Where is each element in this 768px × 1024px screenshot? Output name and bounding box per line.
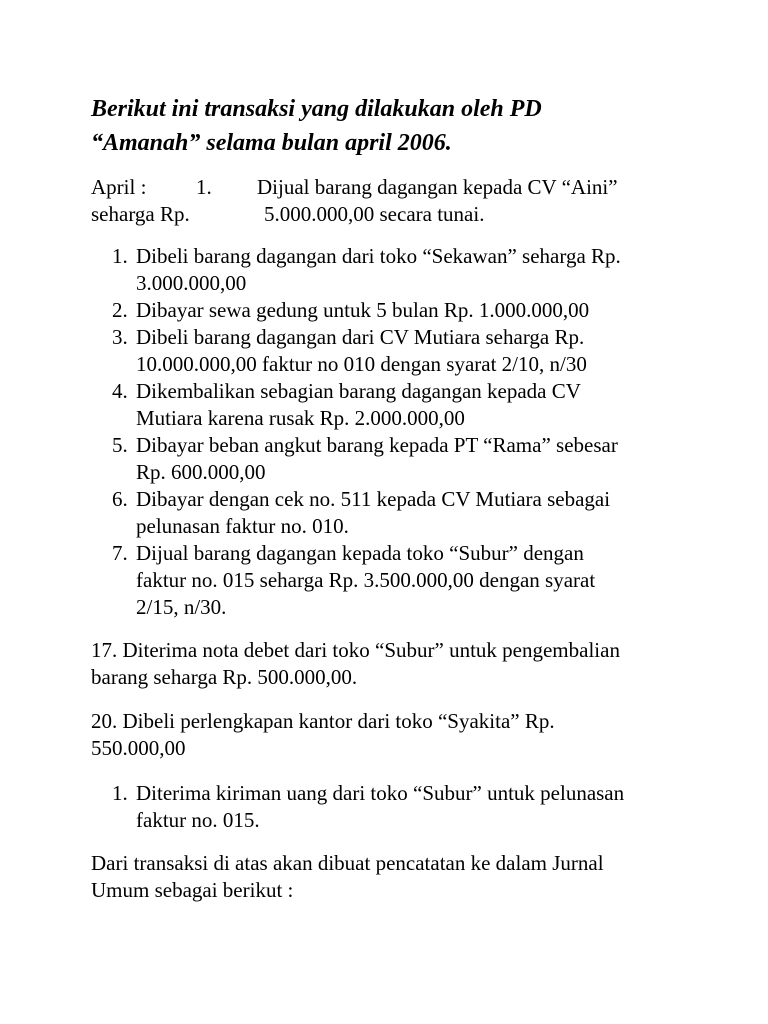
list-item-number: 4.	[112, 379, 128, 403]
list-item-text-line: Dibayar dengan cek no. 511 kepada CV Mutiara sebagai	[136, 487, 611, 511]
document-title	[91, 92, 731, 160]
intro-text-line-2a: seharga Rp.	[91, 202, 190, 226]
list-item	[0, 243, 696, 297]
title-line-2: “Amanah” selama bulan april 2006.	[91, 130, 452, 156]
list-item-number: 1.	[112, 244, 128, 268]
paragraph-17	[91, 637, 731, 691]
transaction-list-1	[0, 243, 768, 621]
list-item-text-line: faktur no. 015 seharga Rp. 3.500.000,00 dengan syarat	[136, 568, 596, 592]
transaction-list-2	[0, 780, 768, 834]
intro-paragraph	[91, 174, 731, 228]
closing-line-2: Umum sebagai berikut :	[91, 878, 294, 902]
list-item-number: 6.	[112, 487, 128, 511]
closing-paragraph	[91, 850, 731, 904]
list-item-text-line: Diterima kiriman uang dari toko “Subur” untuk pelunasan	[136, 781, 625, 805]
list-item	[0, 297, 696, 324]
list-item-text-line: Dibeli barang dagangan dari CV Mutiara seharga Rp.	[136, 325, 585, 349]
list-item-text-line: faktur no. 015.	[136, 808, 260, 832]
paragraph-20-line-1: 20. Dibeli perlengkapan kantor dari toko “Syakita” Rp.	[91, 709, 555, 733]
list-item-number: 7.	[112, 541, 128, 565]
list-item	[0, 324, 696, 378]
paragraph-17-line-1: 17. Diterima nota debet dari toko “Subur” untuk pengembalian	[91, 638, 620, 662]
list-item	[0, 378, 696, 432]
list-item-text-line: Rp. 600.000,00	[136, 460, 266, 484]
list-item	[0, 432, 696, 486]
list-item	[0, 540, 696, 621]
list-item-number: 3.	[112, 325, 128, 349]
list-item	[0, 780, 696, 834]
list-item-text-line: Dibeli barang dagangan dari toko “Sekawan” seharga Rp.	[136, 244, 621, 268]
paragraph-20	[91, 708, 731, 762]
intro-month-label: April :	[91, 175, 147, 199]
list-item-number: 1.	[112, 781, 128, 805]
list-item-text-line: Dibayar beban angkut barang kepada PT “Rama” sebesar	[136, 433, 618, 457]
list-item-number: 5.	[112, 433, 128, 457]
list-item-text-line: 3.000.000,00	[136, 271, 247, 295]
list-item-text-line: Dikembalikan sebagian barang dagangan kepada CV	[136, 379, 581, 403]
list-item-text-line: 10.000.000,00 faktur no 010 dengan syarat 2/10, n/30	[136, 352, 587, 376]
list-item-text-line: Dijual barang dagangan kepada toko “Subur” dengan	[136, 541, 584, 565]
paragraph-17-line-2: barang seharga Rp. 500.000,00.	[91, 665, 358, 689]
paragraph-20-line-2: 550.000,00	[91, 736, 186, 760]
closing-line-1: Dari transaksi di atas akan dibuat pencatatan ke dalam Jurnal	[91, 851, 604, 875]
list-item-text-line: Dibayar sewa gedung untuk 5 bulan Rp. 1.000.000,00	[136, 298, 590, 322]
list-item-number: 2.	[112, 298, 128, 322]
list-item	[0, 486, 696, 540]
intro-text-line-1: Dijual barang dagangan kepada CV “Aini”	[257, 175, 618, 199]
intro-number: 1.	[196, 175, 212, 199]
intro-text-line-2b: 5.000.000,00 secara tunai.	[264, 202, 485, 226]
list-item-text-line: 2/15, n/30.	[136, 595, 227, 619]
list-item-text-line: pelunasan faktur no. 010.	[136, 514, 349, 538]
list-item-text-line: Mutiara karena rusak Rp. 2.000.000,00	[136, 406, 465, 430]
title-line-1: Berikut ini transaksi yang dilakukan oleh PD	[91, 96, 542, 122]
